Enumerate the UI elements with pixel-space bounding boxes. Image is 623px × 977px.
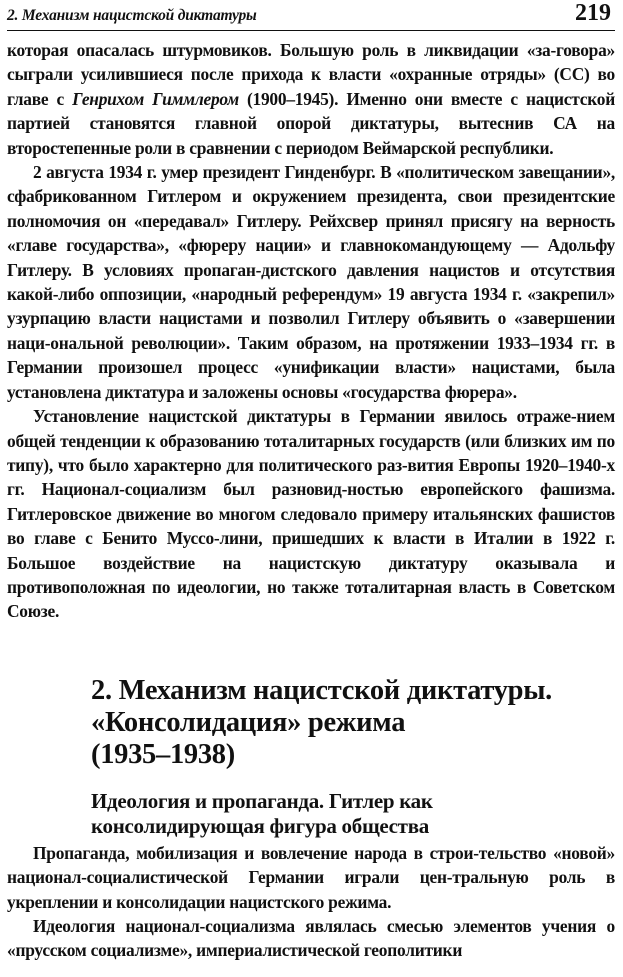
paragraph-1-text-b: (1900–1945). Именно они вместе с нацистской партией становятся главной опорой диктатуры, вытеснив СА на второстепенные роли в сравнении с периодом Веймарской республики. (7, 88, 615, 158)
himmler-name: Генрихом Гиммлером (72, 88, 239, 109)
chapter-heading (91, 675, 615, 771)
paragraph-1-text-a: которая опасалась штурмовиков. Большую роль в ликвидации «за-говора» сыграли усилившиеся после прихода к власти «охранные отряды» (СС) во главе с (7, 40, 615, 109)
paragraph-3: Установление нацистской диктатуры в Германии явилось отраже-нием общей тенденции к образованию тоталитарных государств (или близких им по типу), что было характерно для политического раз-вития Европы 1920–1940-х гг. Национал-социализм был разновид-ностью европейского фашизма. Гитлеровское движение во многом следовало примеру итальянских фашистов во главе с Бенито Муссо-лини, пришедших к власти в Италии в 1922 г. Большое воздействие на нацистскую диктатуру оказывала и противоположная по идеологии, но также тоталитарная власть в Советском Союзе. (7, 406, 615, 622)
subheading-line-1: Идеология и пропаганда. Гитлер как (91, 788, 433, 813)
subheading-line-2: консолидирующая фигура общества (91, 813, 429, 838)
chapter-heading-line-1: 2. Механизм нацистской диктатуры. (91, 674, 552, 706)
section-subheading (91, 789, 615, 839)
paragraph-5: Идеология национал-социализма являлась смесью элементов учения о «прусском социализме», империалистической геополитики (7, 915, 615, 961)
body-text (7, 38, 615, 624)
running-header (7, 0, 615, 31)
page-number: 219 (575, 0, 611, 26)
paragraph-1 (7, 38, 615, 160)
running-title: 2. Механизм нацистской диктатуры (7, 7, 257, 24)
chapter-heading-line-3: (1935–1938) (91, 738, 235, 770)
paragraph-2: 2 августа 1934 г. умер президент Гинденбург. В «политическом завещании», сфабрикованном Гитлером и окружением президента, свои президентские полномочия он «передавал» Гитлеру. Рейхсвер принял присягу на верность «главе государства», «фюреру нации» и главнокомандующему — Адольфу Гитлеру. В условиях пропаган-дистского давления нацистов и отсутствия какой-либо оппозиции, «народный референдум» 19 августа 1934 г. «закрепил» узурпацию власти нацистами и позволил Гитлеру объявить о «завершении наци-ональной революции». Таким образом, на протяжении 1933–1934 гг. в Германии произошел процесс «унификации власти» нацистами, была установлена диктатура и заложены основы «государства фюрера». (7, 162, 615, 402)
section-body-text (7, 841, 615, 963)
paragraph-4: Пропаганда, мобилизация и вовлечение народа в строи-тельство «новой» национал-социалистической Германии играли цен-тральную роль в укреплении и консолидации нацистского режима. (7, 842, 615, 912)
chapter-heading-line-2: «Консолидация» режима (91, 706, 406, 738)
